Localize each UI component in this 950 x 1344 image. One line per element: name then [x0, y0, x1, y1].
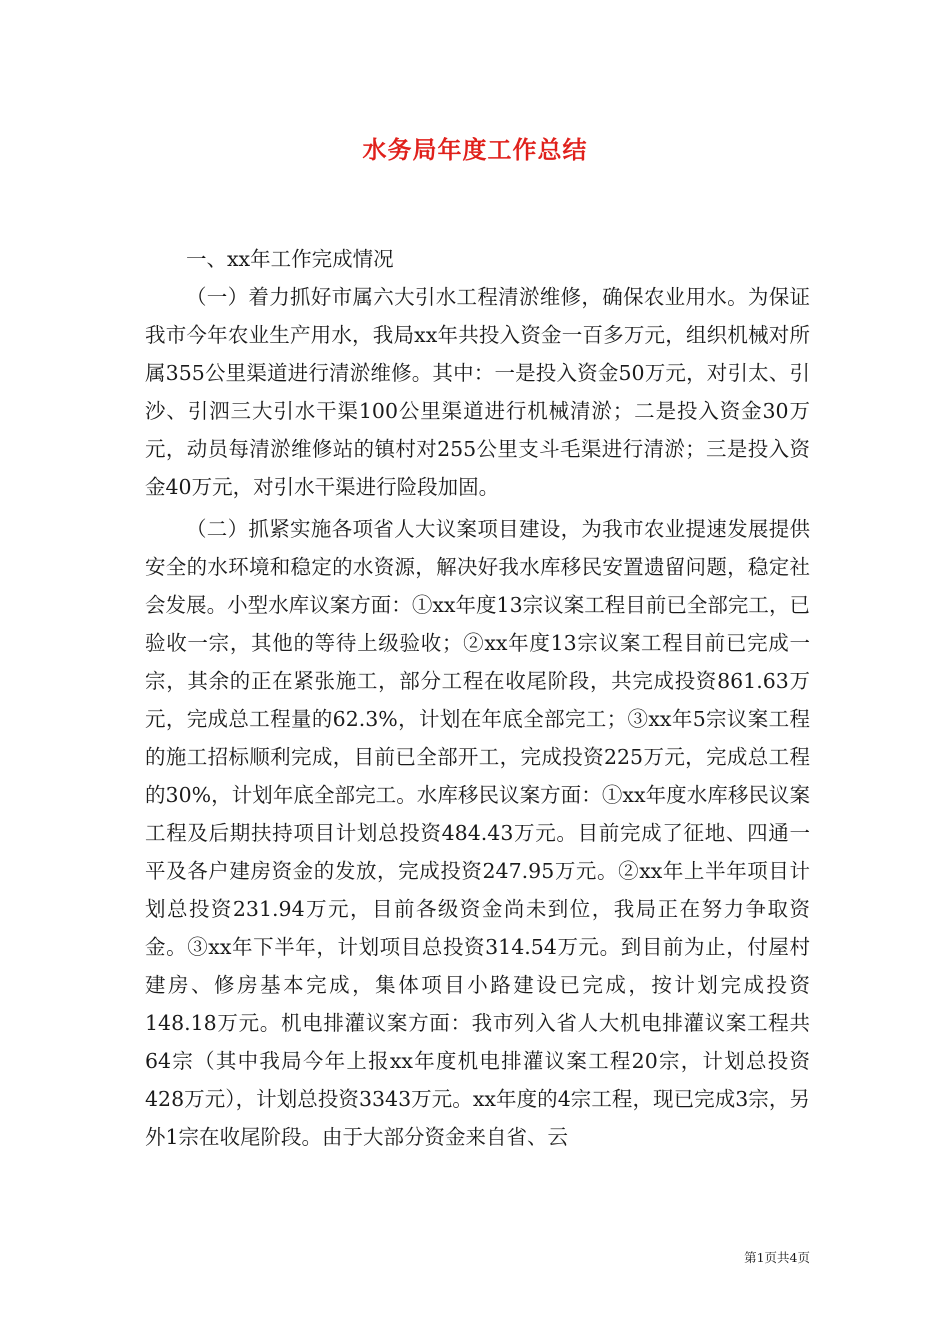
paragraph-2: （二）抓紧实施各项省人大议案项目建设，为我市农业提速发展提供安全的水环境和稳定的水资源，解决好我水库移民安置遗留问题，稳定社会发展。小型水库议案方面：①xx年度13宗议案工程目前已全部完工，已验收一宗，其他的等待上级验收；②xx年度13宗议案工程目前已完成一宗，其余的正在紧张施工，部分工程在收尾阶段，共完成投资861.63万元，完成总工程量的62.3%，计划在年底全部完工；③xx年5宗议案工程的施工招标顺利完成，目前已全部开工，完成投资225万元，完成总工程的30%，计划年底全部完工。水库移民议案方面：①xx年度水库移民议案工程及后期扶持项目计划总投资484.43万元。目前完成了征地、四通一平及各户建房资金的发放，完成投资247.95万元。②xx年上半年项目计划总投资231.94万元，目前各级资金尚未到位，我局正在努力争取资金。③xx年下半年，计划项目总投资314.54万元。到目前为止，付屋村建房、修房基本完成，集体项目小路建设已完成，按计划完成投资148.18万元。机电排灌议案方面：我市列入省人大机电排灌议案工程共64宗（其中我局今年上报xx年度机电排灌议案工程20宗，计划总投资428万元），计划总投资3343万元。xx年度的4宗工程，现已完成3宗，另外1宗在收尾阶段。由于大部分资金来自省、云: [145, 517, 810, 1149]
section-heading: 一、xx年工作完成情况: [186, 247, 394, 271]
paragraph-1: （一）着力抓好市属六大引水工程清淤维修，确保农业用水。为保证我市今年农业生产用水，我局xx年共投入资金一百多万元，组织机械对所属355公里渠道进行清淤维修。其中：一是投入资金50万元，对引太、引沙、引泗三大引水干渠100公里渠道进行机械清淤；二是投入资金30万元，动员每清淤维修站的镇村对255公里支斗毛渠进行清淤；三是投入资金40万元，对引水干渠进行险段加固。: [145, 285, 810, 499]
document-title: 水务局年度工作总结: [362, 136, 588, 164]
page-number: 第1页共4页: [744, 1250, 810, 1265]
document-body: [145, 240, 810, 1156]
